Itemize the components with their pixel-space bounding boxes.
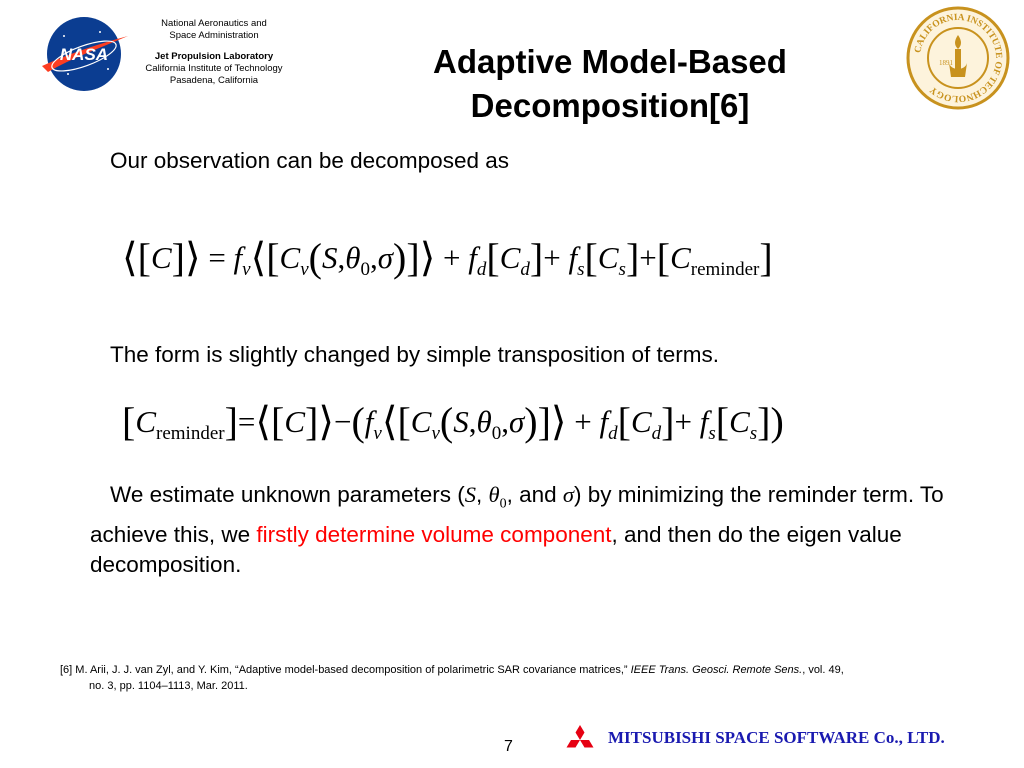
nasa-logo: [38, 14, 130, 94]
transposition-text: The form is slightly changed by simple transposition of terms.: [110, 342, 720, 367]
param-sigma: σ: [562, 482, 574, 507]
journal-name: IEEE Trans. Geosci. Remote Sens.: [630, 664, 803, 676]
agency-line2: Space Administration: [169, 30, 259, 41]
agency-line1: National Aeronautics and: [161, 18, 267, 29]
intro-text: Our observation can be decomposed as: [110, 148, 509, 173]
slide-title: [330, 40, 890, 128]
company-name: MITSUBISHI SPACE SOFTWARE Co., LTD.: [608, 728, 945, 747]
param-theta: θ: [488, 482, 500, 507]
footnote: [6] M. Arii, J. J. van Zyl, and Y. Kim, “Adaptive model-based decomposition of polarimetric SAR covariance matrices,” IEEE Trans. Geosci. Remote Sens., vol. 49, no. 3, pp. 1104–1113, Mar. 2011.: [60, 664, 844, 692]
lab-name: Jet Propulsion Laboratory: [154, 51, 274, 62]
location: Pasadena, California: [169, 75, 259, 86]
nasa-logo-text: NASA: [59, 45, 109, 64]
caltech-seal: [905, 5, 1011, 111]
seal-text: CALIFORNIA INSTITUTE OF TECHNOLOGY: [913, 12, 1004, 104]
highlighted-text: firstly determine volume component: [256, 521, 612, 547]
institute-name: California Institute of Technology: [145, 63, 283, 74]
page-number: 7: [504, 738, 513, 755]
mitsubishi-logo: [562, 725, 598, 755]
param-s: S: [464, 482, 476, 507]
reminder-equation: $[C_{reminder}]=⟨[C]⟩-(f_v⟨[C_v(S,\theta_0,\sigma)]⟩ + f_d[C_d]+ f_s[C_s])$: [122, 399, 784, 445]
decomposition-equation: ⟨[C]⟩ = $f_v⟨[C_v(S,\theta_0,\sigma)]⟩ + f_d[C_d]+ f_s[C_s]+[C_{reminder}]$: [122, 235, 773, 281]
estimate-paragraph: We estimate unknown parameters (S, $\theta_0$, and σ) by minimizing the reminder term. To achieve this, we firstly determine volume component, and then do the eigen value decomposition.: [90, 482, 944, 577]
title-line1: Adaptive Model-Based: [433, 43, 787, 80]
title-line2: Decomposition[6]: [470, 87, 750, 124]
jpl-header-block: [128, 18, 300, 87]
seal-year: 1891: [939, 59, 953, 67]
